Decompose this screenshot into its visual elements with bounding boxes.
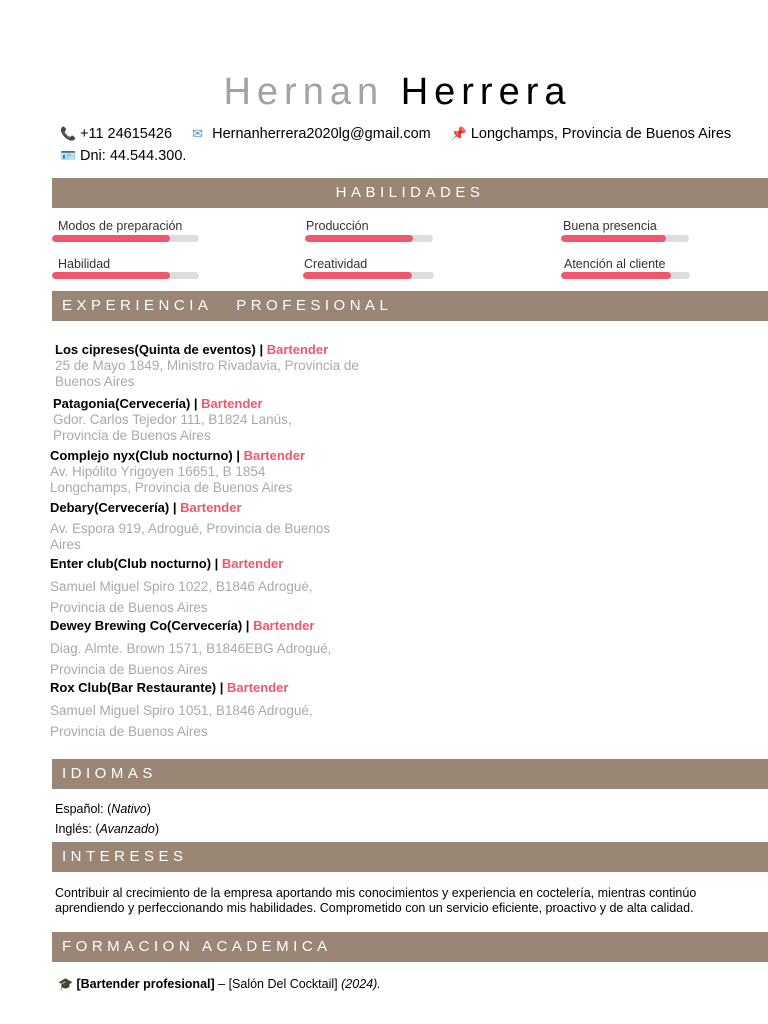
education-item — [58, 976, 381, 992]
language-level: Avanzado — [99, 822, 155, 836]
graduation-cap-icon: 🎓 — [58, 977, 73, 991]
job-item — [50, 618, 355, 680]
interests-text: Contribuir al crecimiento de la empresa aportando mis conocimientos y experiencia en coctelería, mientras continúo aprendiendo y perfeccionando mis habilidades. Comprometido con un servicio eficiente, proactivo y de alta calidad. — [55, 886, 697, 915]
language-level: Nativo — [111, 802, 147, 816]
section-title: EXPERIENCIA PROFESIONAL — [62, 297, 393, 314]
job-role: Bartender — [253, 618, 315, 633]
language-item: Inglés: (Avanzado) — [55, 822, 160, 836]
job-company: Debary(Cervecería) — [50, 500, 170, 515]
section-interests — [52, 842, 768, 872]
last-name: Herrera — [400, 71, 572, 113]
email-address[interactable]: Hernanherrera2020lg@gmail.com — [212, 126, 431, 142]
skill-item — [58, 219, 182, 233]
section-experience — [52, 291, 768, 321]
job-address: Samuel Miguel Spiro 1051, B1846 Adrogué, Provincia de Buenos Aires — [50, 703, 313, 739]
job-title: Patagonia(Cervecería) | Bartender — [53, 396, 263, 411]
skill-bar-fill — [561, 272, 671, 279]
education-separator: – — [214, 977, 229, 991]
phone-number: +11 24615426 — [80, 126, 173, 142]
job-role: Bartender — [227, 680, 289, 695]
section-title: FORMACION ACADEMICA — [62, 938, 332, 955]
job-address: Av. Hipólito Yrigoyen 16651, B 1854 Longchamps, Provincia de Buenos Aires — [50, 464, 293, 495]
skill-bar — [52, 272, 199, 279]
skill-label: Creatividad — [304, 257, 368, 271]
envelope-icon: ✉ — [192, 126, 204, 141]
job-item — [50, 448, 320, 496]
skill-label: Habilidad — [58, 257, 111, 271]
job-role: Bartender — [266, 342, 329, 357]
contact-line-1 — [60, 124, 731, 144]
skill-bar — [305, 235, 433, 242]
job-item — [50, 680, 340, 742]
skill-item — [304, 257, 367, 271]
job-address: Gdor. Carlos Tejedor 111, B1824 Lanús, Provincia de Buenos Aires — [53, 412, 292, 443]
phone-icon: 📞 — [60, 126, 77, 141]
job-company: Dewey Brewing Co(Cervecería) — [50, 618, 243, 633]
skill-bar-fill — [52, 272, 170, 279]
skill-bar-fill — [305, 235, 413, 242]
dni: Dni: 44.544.300. — [80, 148, 187, 164]
job-title: Enter club(Club nocturno) | Bartender — [50, 556, 284, 571]
skill-bar-fill — [52, 235, 170, 242]
skill-bar-fill — [303, 272, 412, 279]
pushpin-icon: 📌 — [450, 126, 468, 141]
job-address: Diag. Almte. Brown 1571, B1846EBG Adrogué, Provincia de Buenos Aires — [50, 641, 332, 677]
education-school: [Salón Del Cocktail] — [228, 977, 338, 991]
job-company: Patagonia(Cervecería) — [53, 396, 191, 411]
job-address: Av. Espora 919, Adrogué, Provincia de Buenos Aires — [50, 521, 331, 552]
job-address: Samuel Miguel Spiro 1022, B1846 Adrogué, Provincia de Buenos Aires — [50, 579, 313, 615]
job-title: Complejo nyx(Club nocturno) | Bartender — [50, 448, 306, 463]
job-company: Complejo nyx(Club nocturno) — [50, 448, 233, 463]
job-title: Debary(Cervecería) | Bartender — [50, 500, 242, 515]
id-card-icon: 🪪 — [60, 148, 77, 163]
job-role: Bartender — [243, 448, 306, 463]
education-degree: [Bartender profesional] — [76, 977, 215, 991]
language-item: Español: (Nativo) — [55, 802, 151, 816]
skill-item — [58, 257, 110, 271]
job-role: Bartender — [201, 396, 263, 411]
job-title: Rox Club(Bar Restaurante) | Bartender — [50, 680, 289, 695]
job-address: 25 de Mayo 1849, Ministro Rivadavia, Provincia de Buenos Aires — [55, 358, 359, 389]
education-year: (2024). — [341, 977, 381, 991]
job-item — [50, 556, 340, 618]
section-title: IDIOMAS — [62, 765, 157, 782]
language-name: Inglés: — [55, 822, 92, 836]
skill-item — [306, 219, 369, 233]
job-company: Los cipreses(Quinta de eventos) — [55, 342, 256, 357]
job-item — [50, 500, 350, 553]
skill-bar — [561, 272, 690, 279]
skill-bar — [52, 235, 199, 242]
skill-item — [564, 257, 665, 271]
location: Longchamps, Provincia de Buenos Aires — [470, 126, 732, 142]
skill-bar-fill — [561, 235, 666, 242]
job-company: Rox Club(Bar Restaurante) — [50, 680, 217, 695]
skill-label: Buena presencia — [563, 219, 657, 233]
language-name: Español: — [55, 802, 104, 816]
section-languages — [52, 759, 768, 789]
job-role: Bartender — [180, 500, 242, 515]
skill-label: Producción — [306, 219, 369, 233]
skill-bar — [561, 235, 689, 242]
section-skills — [52, 178, 768, 208]
skill-label: Modos de preparación — [58, 219, 183, 233]
section-title: INTERESES — [62, 848, 188, 865]
first-name: Hernan — [223, 71, 385, 113]
skill-item — [563, 219, 657, 233]
candidate-name — [0, 70, 768, 114]
job-title: Los cipreses(Quinta de eventos) | Bartender — [55, 342, 329, 357]
job-company: Enter club(Club nocturno) — [50, 556, 212, 571]
section-education — [52, 932, 768, 962]
skill-label: Atención al cliente — [564, 257, 666, 271]
job-role: Bartender — [221, 556, 284, 571]
job-item — [53, 396, 323, 444]
skill-bar — [303, 272, 434, 279]
job-title: Dewey Brewing Co(Cervecería) | Bartender — [50, 618, 315, 633]
job-item — [55, 342, 365, 390]
section-title: HABILIDADES — [335, 184, 485, 201]
contact-line-2 — [60, 146, 186, 166]
